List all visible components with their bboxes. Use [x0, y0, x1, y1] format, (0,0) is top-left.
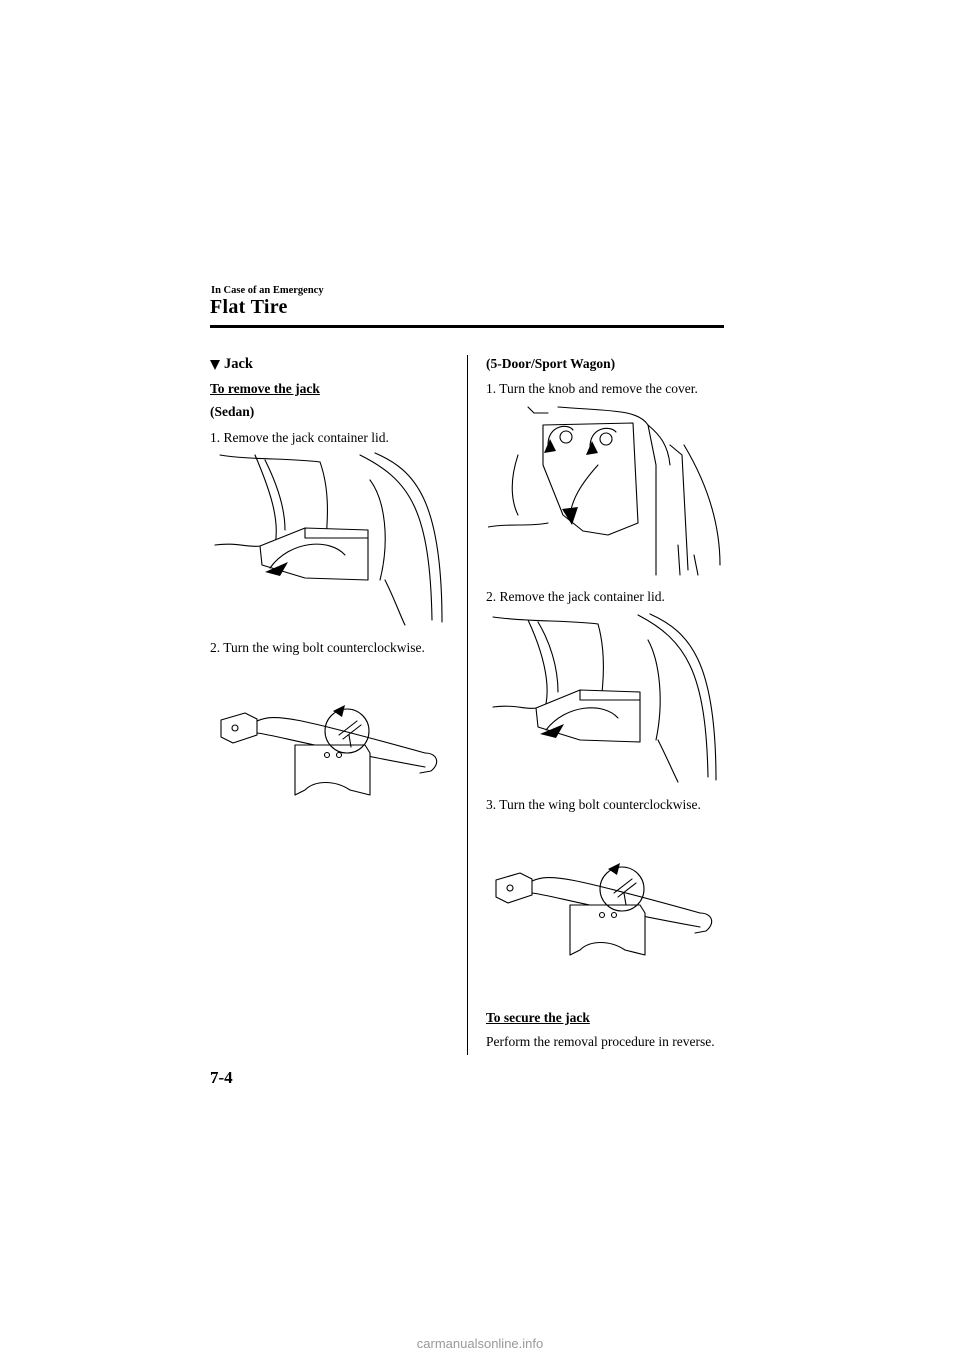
secure-jack-text: Perform the removal procedure in reverse.: [486, 1034, 715, 1049]
sedan-lid-illustration: [210, 450, 460, 630]
wagon-step-2: 2. Remove the jack container lid.: [486, 589, 665, 604]
page-title: Flat Tire: [210, 296, 288, 318]
sedan-step-2: 2. Turn the wing bolt counterclockwise.: [210, 640, 425, 655]
wagon-label: (5-Door/Sport Wagon): [486, 356, 616, 371]
remove-jack-subheading: To remove the jack: [210, 381, 320, 396]
sedan-step-1: 1. Remove the jack container lid.: [210, 430, 389, 445]
rotate-arrow-icon: [600, 867, 644, 911]
sedan-label: (Sedan): [210, 404, 255, 419]
triangle-down-icon: [210, 360, 220, 370]
page-number: 7-4: [210, 1068, 233, 1087]
jack-heading: [210, 356, 253, 373]
wagon-step-1: 1. Turn the knob and remove the cover.: [486, 381, 698, 396]
watermark: carmanualsonline.info: [416, 1336, 544, 1351]
wagon-step-3: 3. Turn the wing bolt counterclockwise.: [486, 797, 701, 812]
header-rule: [210, 325, 724, 328]
sedan-jack-illustration: [215, 695, 445, 810]
wagon-jack-illustration: [490, 855, 720, 970]
column-divider: [467, 355, 468, 1055]
wagon-lid-illustration: [488, 612, 728, 784]
secure-jack-subheading: To secure the jack: [486, 1010, 590, 1025]
jack-heading-text: Jack: [224, 356, 253, 372]
wagon-cover-illustration: [488, 405, 728, 580]
section-label: In Case of an Emergency: [211, 285, 324, 296]
